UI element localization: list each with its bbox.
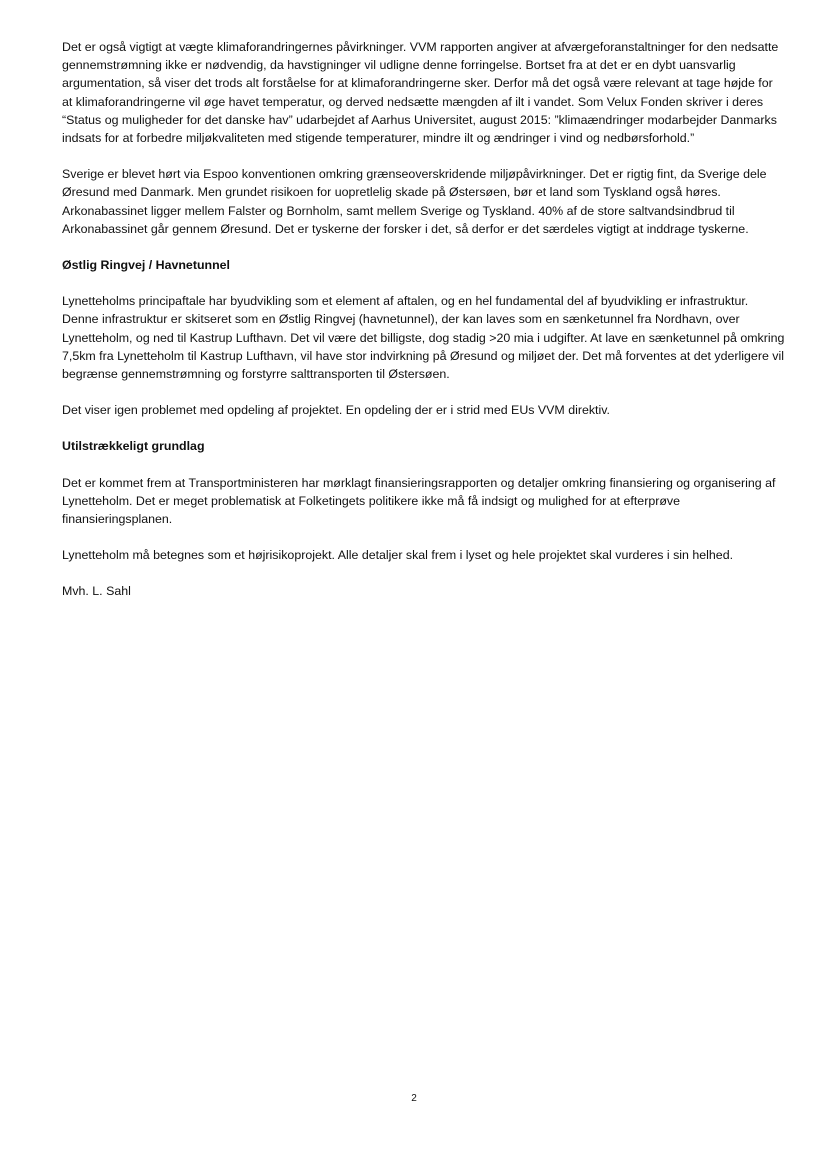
paragraph-climate: Det er også vigtigt at vægte klimaforandringernes påvirkninger. VVM rapporten angiver at afværgeforanstaltninger for den nedsatte gennemstrømning ikke er nødvendig, da havstigninger vil udligne denne forringelse. Bortset fra at det er en dybt uansvarlig argumentation, så viser det trods alt forståelse for at klimaforandringerne sker. Derfor må det også være relevant at tage højde for at klimaforandringerne vil øge havet temperatur, og derved nedsætte mængden af ilt i vandet. Som Velux Fonden skriver i deres “Status og muligheder for det danske hav” udarbejdet af Aarhus Universitet, august 2015: ”klimaændringer modarbejder Danmarks indsats for at forbedre miljøkvaliteten med stigende temperaturer, mindre ilt og ændringer i vind og nedbørsforhold.”: [62, 40, 779, 146]
paragraph-division: Det viser igen problemet med opdeling af projektet. En opdeling der er i strid med EUs VVM direktiv.: [62, 403, 610, 418]
paragraph-sweden: Sverige er blevet hørt via Espoo konventionen omkring grænseoverskridende miljøpåvirkninger. Det er rigtig fint, da Sverige dele Øresund med Danmark. Men grundet risikoen for uopretlelig skade på Østersøen, bør et land som Tyskland også høres. Arkonabassinet ligger mellem Falster og Bornholm, samt mellem Sverige og Tyskland. 40% af de store saltvandsindbrud til Arkonabassinet går gennem Øresund. Det er tyskerne der forsker i det, så derfor er det særdeles vigtigt at inddrage tyskerne.: [62, 167, 767, 236]
paragraph-financing: Det er kommet frem at Transportministeren har mørklagt finansieringsrapporten og detaljer omkring finansiering og organisering af Lynetteholm. Det er meget problematisk at Folketingets politikere ikke må få indsigt og mulighed for at efterprøve finansieringsplanen.: [62, 475, 776, 527]
paragraph-infrastructure: Lynetteholms principaftale har byudvikling som et element af aftalen, og en hel fundamental del af byudvikling er infrastruktur. Denne infrastruktur er skitseret som en Østlig Ringvej (havnetunnel), der kan laves som en sænketunnel fra Nordhavn, over Lynetteholm, og ned til Kastrup Lufthavn. Det vil være det billigste, dog stadig >20 mia i udgifter. At lave en sænketunnel på omkring 7,5km fra Lynetteholm til Kastrup Lufthavn, vil have stor indvirkning på Øresund og miljøet der. Det må forventes at det yderligere vil begrænse gennemstrømning og forstyrre salttransporten til Østersøen.: [62, 294, 785, 382]
signature: Mvh. L. Sahl: [62, 584, 131, 599]
document-page: [62, 38, 786, 601]
paragraph-high-risk: Lynetteholm må betegnes som et højrisikoprojekt. Alle detaljer skal frem i lyset og hele projektet skal vurderes i sin helhed.: [62, 548, 734, 563]
section-heading-ringvej: Østlig Ringvej / Havnetunnel: [62, 258, 230, 273]
section-heading-grundlag: Utilstrækkeligt grundlag: [62, 439, 205, 454]
page-number: 2: [411, 1093, 417, 1104]
